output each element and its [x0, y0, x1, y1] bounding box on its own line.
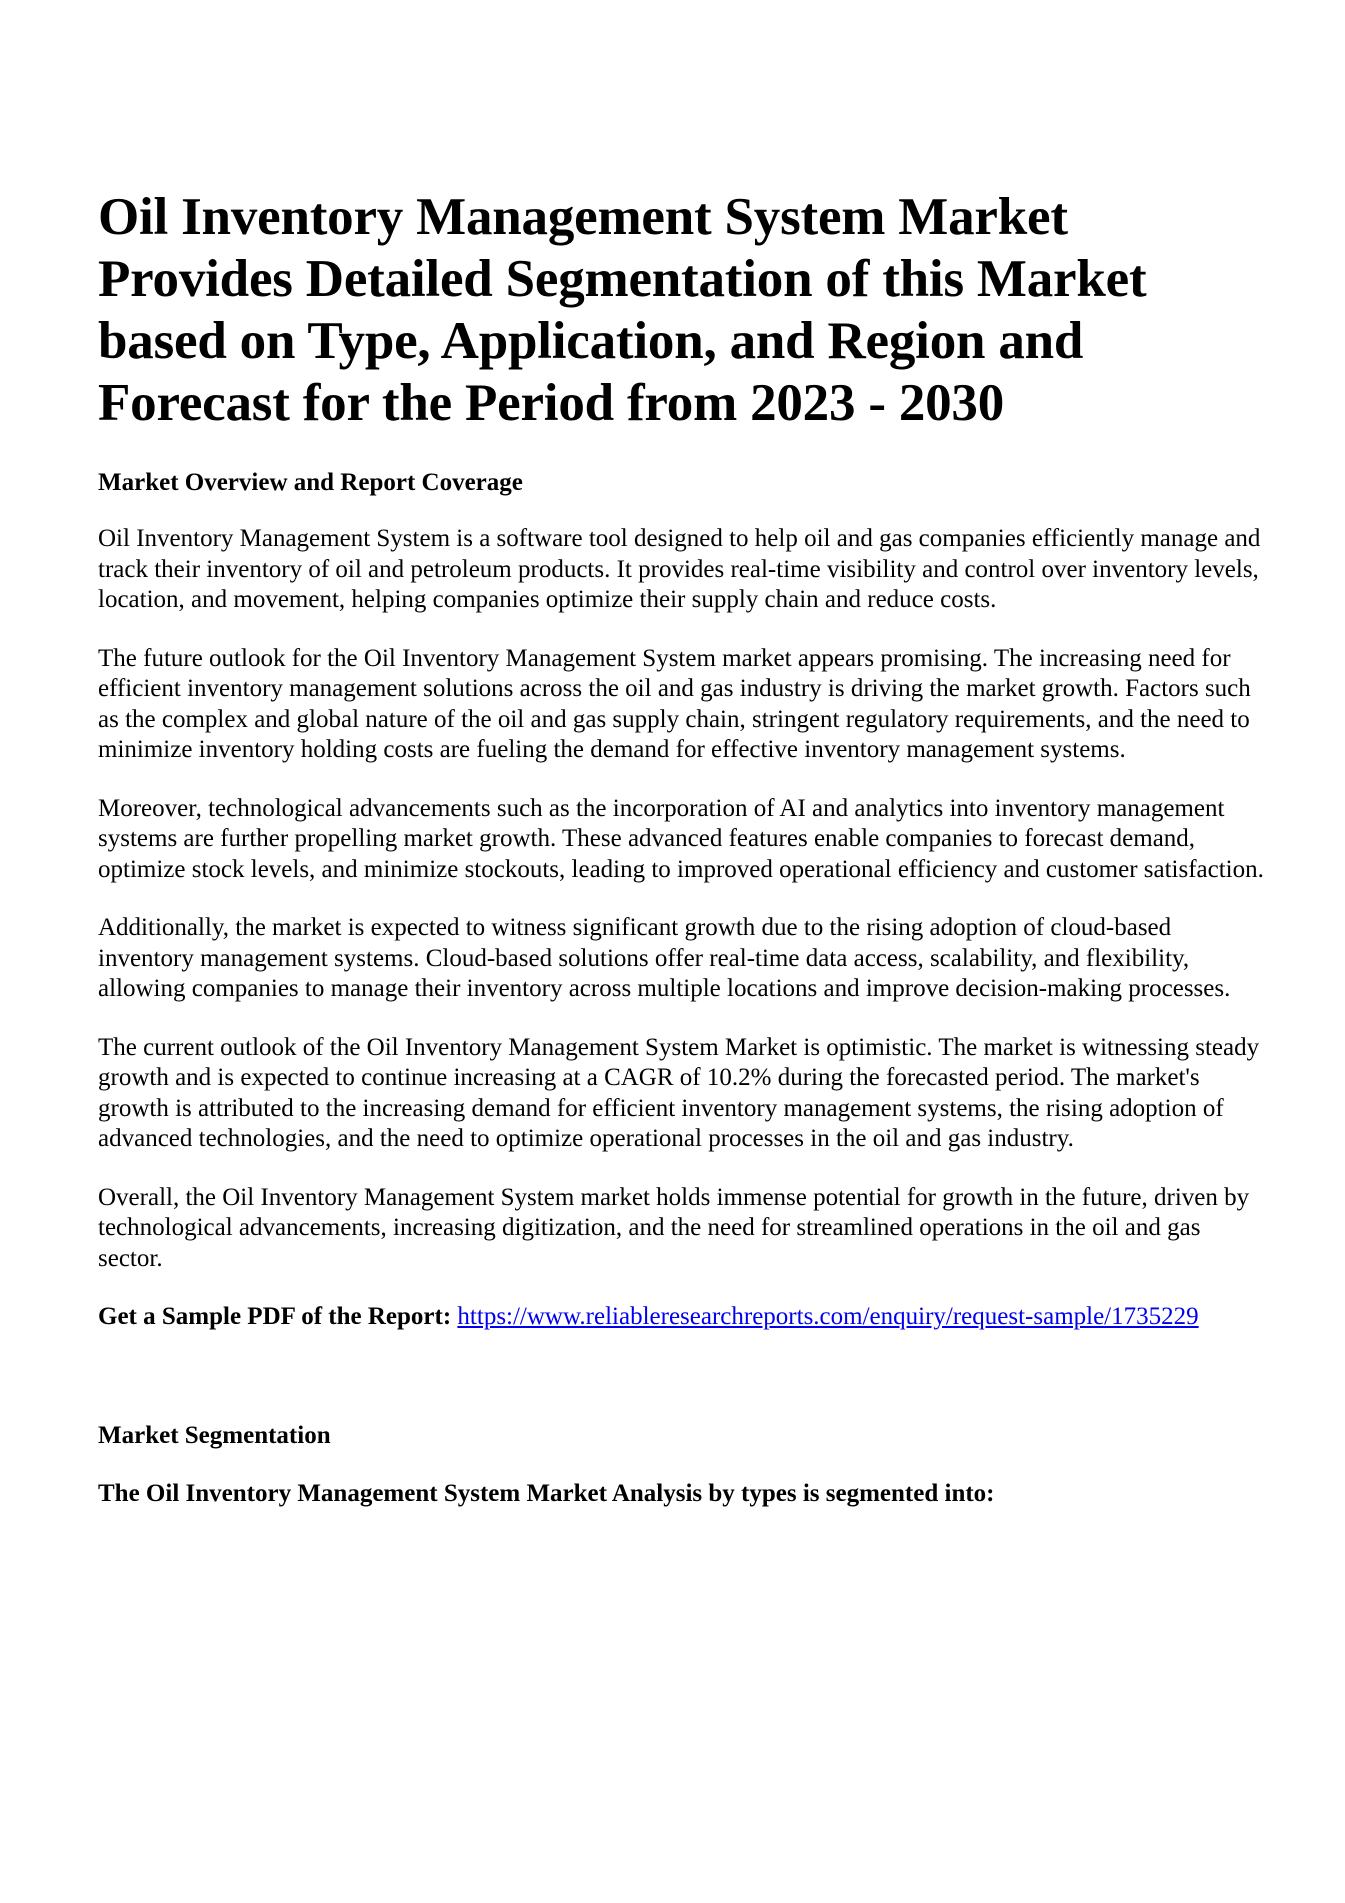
sample-pdf-label: Get a Sample PDF of the Report:: [98, 1303, 452, 1330]
document-title: Oil Inventory Management System Market Provides Detailed Segmentation of this Market based on Type, Application, and Region and Forecast for the Period from 2023 - 2030: [98, 188, 1147, 432]
paragraph-5: The current outlook of the Oil Inventory Management System Market is optimistic. The market is witnessing steady growth and is expected to continue increasing at a CAGR of 10.2% during the forecasted period. The market's growth is attributed to the increasing demand for efficient inventory management systems, the rising adoption of advanced technologies, and the need to optimize operational processes in the oil and gas industry.: [98, 1033, 1260, 1152]
types-heading: The Oil Inventory Management System Market Analysis by types is segmented into:: [98, 1479, 995, 1507]
sample-pdf-line: [98, 1302, 1268, 1333]
segmentation-heading: Market Segmentation: [98, 1421, 331, 1449]
overview-heading: Market Overview and Report Coverage: [98, 469, 523, 496]
document-page: [98, 186, 1268, 1509]
paragraph-4: Additionally, the market is expected to witness significant growth due to the rising adoption of cloud-based inventory management systems. Cloud-based solutions offer real-time data access, scalability, and flexibility, allowing companies to manage their inventory across multiple locations and improve decision-making processes.: [98, 914, 1231, 1002]
paragraph-1: Oil Inventory Management System is a software tool designed to help oil and gas companies efficiently manage and track their inventory of oil and petroleum products. It provides real-time visibility and control over inventory levels, location, and movement, helping companies optimize their supply chain and reduce costs.: [98, 525, 1261, 613]
sample-pdf-link[interactable]: https://www.reliableresearchreports.com/enquiry/request-sample/1735229: [457, 1303, 1199, 1330]
paragraph-2: The future outlook for the Oil Inventory Management System market appears promising. The increasing need for efficient inventory management solutions across the oil and gas industry is driving the market growth. Factors such as the complex and global nature of the oil and gas supply chain, stringent regulatory requirements, and the need to minimize inventory holding costs are fueling the demand for effective inventory management systems.: [98, 644, 1251, 763]
paragraph-3: Moreover, technological advancements such as the incorporation of AI and analytics into inventory management systems are further propelling market growth. These advanced features enable companies to forecast demand, optimize stock levels, and minimize stockouts, leading to improved operational efficiency and customer satisfaction.: [98, 794, 1264, 883]
paragraph-6: Overall, the Oil Inventory Management System market holds immense potential for growth in the future, driven by technological advancements, increasing digitization, and the need for streamlined operations in the oil and gas sector.: [98, 1183, 1250, 1272]
